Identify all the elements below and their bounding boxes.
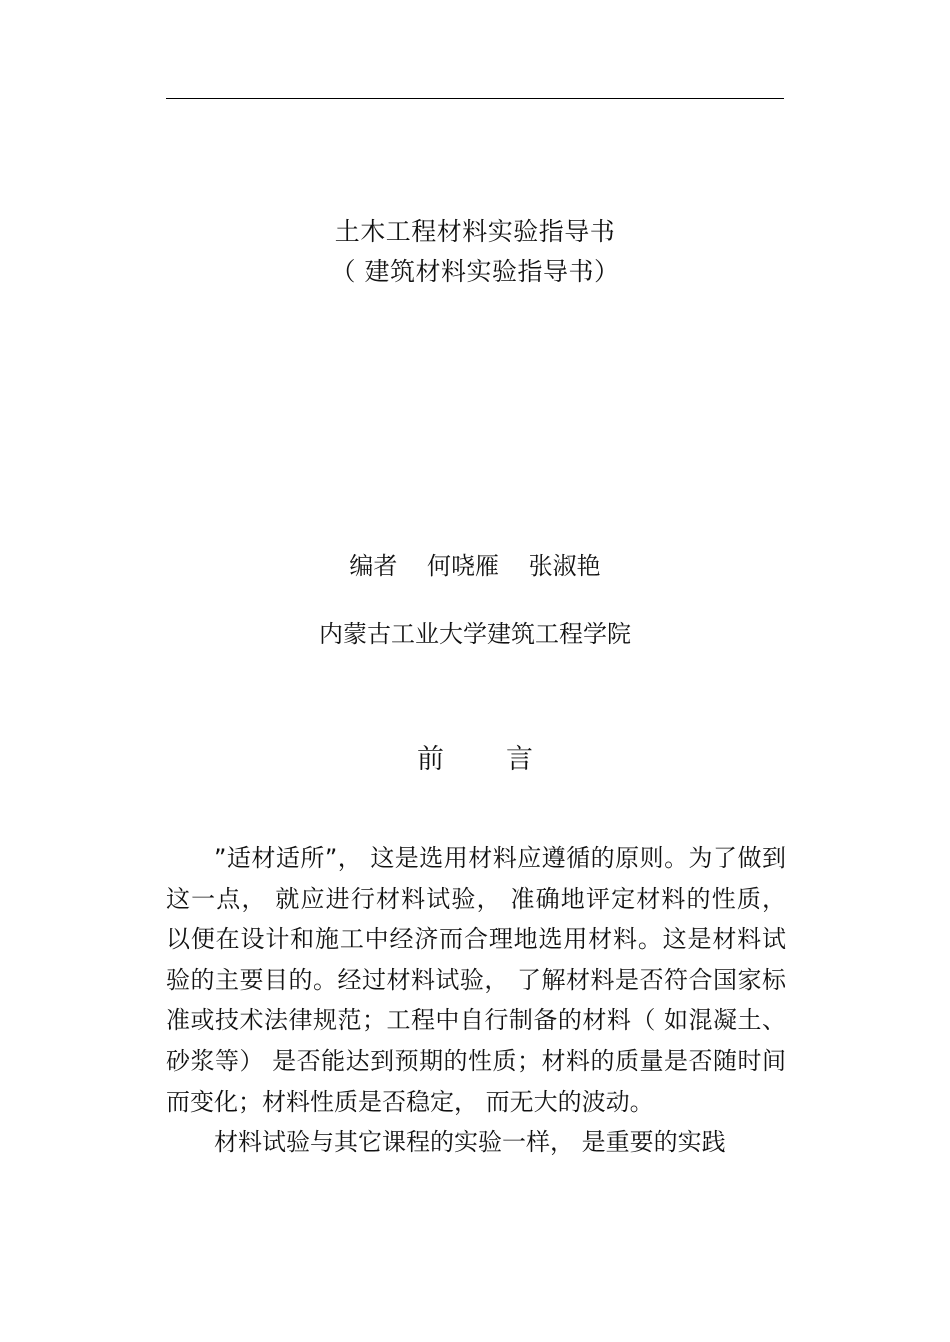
header-rule [166,98,784,99]
author-name: 张淑艳 [528,552,601,580]
document-title: 土木工程材料实验指导书 [334,217,616,246]
preface-body [166,838,786,1163]
document-subtitle: （ 建筑材料实验指导书） [330,257,620,286]
title-block [0,212,950,292]
author-label: 编者 [349,552,398,580]
institution: 内蒙古工业大学建筑工程学院 [319,620,631,648]
paragraph: ”适材适所”， 这是选用材料应遵循的原则。为了做到这一点， 就应进行材料试验， 准确地评定材料的性质， 以便在设计和施工中经济而合理地选用材料。这是材料试验的主要目的。经过材料试验， 了解材料是否符合国家标准或技术法律规范；工程中自行制备的材料（ 如混凝土、 砂浆等） 是否能达到预期的性质；材料的质量是否随时间而变化；材料性质是否稳定， 而无大的波动。 [166,844,786,1116]
author-name: 何哓雁 [427,552,499,580]
preface-heading: 前言 [417,744,595,775]
paragraph: 材料试验与其它课程的实验一样， 是重要的实践 [214,1128,726,1157]
author-line [0,546,950,586]
